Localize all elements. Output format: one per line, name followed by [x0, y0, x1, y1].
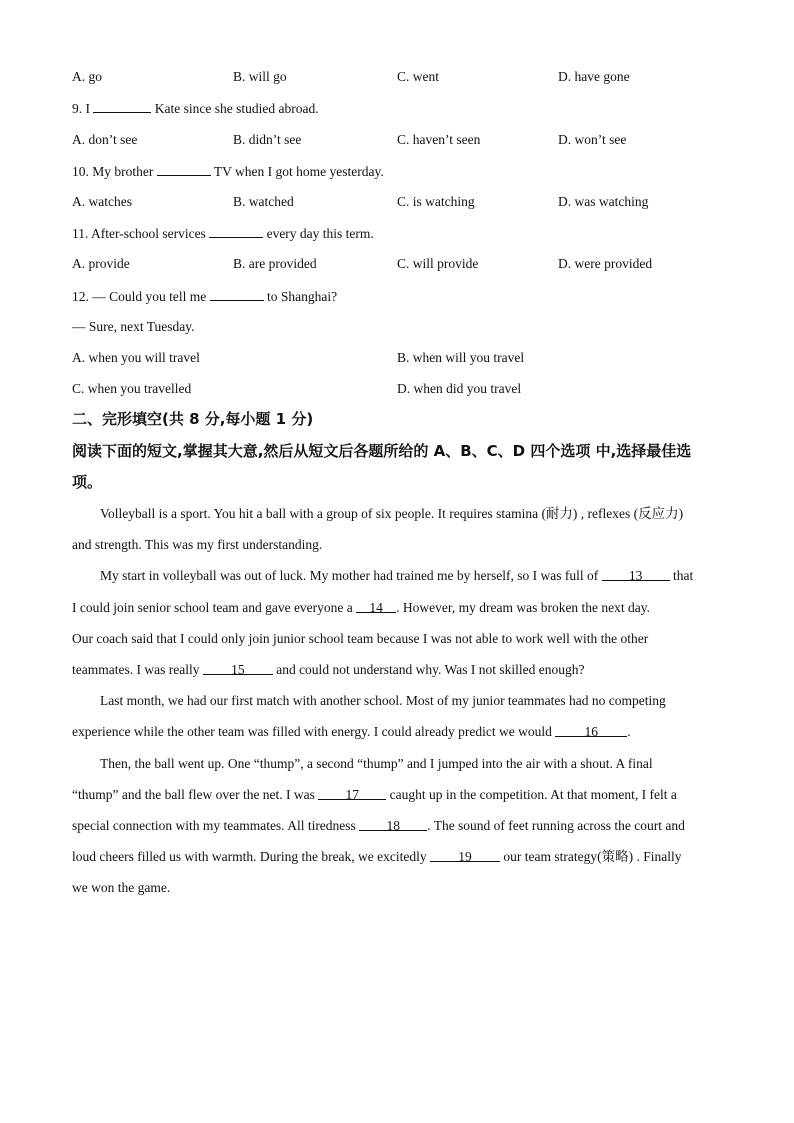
passage-line-9: Then, the ball went up. One “thump”, a second “thump” and I jumped into the air with a shout. A final: [100, 756, 653, 771]
passage-line-11-text: special connection with my teammates. All tiredness: [72, 818, 356, 833]
q11-option-b: B. are provided: [233, 256, 317, 271]
q10-option-a: A. watches: [72, 194, 132, 209]
passage-line-6-text: teammates. I was really: [72, 662, 200, 677]
passage-line-10-text: “thump” and the ball flew over the net. I was: [72, 787, 315, 802]
blank-16: 16: [555, 723, 627, 737]
q10-option-c: C. is watching: [397, 194, 475, 209]
passage-line-6-end: and could not understand why. Was I not skilled enough?: [276, 662, 585, 677]
q11-option-a: A. provide: [72, 256, 130, 271]
blank-19: 19: [430, 848, 500, 862]
q10-option-d: D. was watching: [558, 194, 649, 209]
q12-reply: — Sure, next Tuesday.: [72, 319, 195, 334]
blank-13: 13: [602, 567, 670, 581]
q10-blank: [157, 162, 211, 176]
q9-option-d: D. won’t see: [558, 132, 627, 147]
passage-line-8: [72, 723, 631, 741]
passage-line-8-end: .: [627, 724, 631, 739]
q11-stem-before: 11. After-school services: [72, 226, 206, 241]
passage-line-3-text: My start in volleyball was out of luck. My mother had trained me by herself, so I was full of: [100, 568, 599, 583]
blank-18: 18: [359, 817, 427, 831]
blank-17: 17: [318, 786, 386, 800]
q10-option-b: B. watched: [233, 194, 294, 209]
q9-option-c: C. haven’t seen: [397, 132, 481, 147]
q11-option-c: C. will provide: [397, 256, 479, 271]
passage-line-12-text: loud cheers filled us with warmth. During the break, we excitedly: [72, 849, 427, 864]
blank-15: 15: [203, 661, 273, 675]
q9-option-a: A. don’t see: [72, 132, 138, 147]
q11-option-d: D. were provided: [558, 256, 653, 271]
q11-stem: [72, 224, 374, 243]
q9-option-b: B. didn’t see: [233, 132, 302, 147]
blank-14: 14: [356, 599, 396, 613]
q9-blank: [93, 99, 151, 113]
passage-line-7: Last month, we had our first match with another school. Most of my junior teammates had no competing: [100, 693, 666, 708]
passage-line-4-text: I could join senior school team and gave everyone a: [72, 600, 353, 615]
q12-stem: [72, 287, 337, 306]
q10-stem-after: TV when I got home yesterday.: [213, 164, 384, 179]
passage-line-6: [72, 661, 584, 679]
section2-instruction-line1: 阅读下面的短文,掌握其大意,然后从短文后各题所给的 A、B、C、D 四个选项 中,选择最佳选: [72, 442, 692, 460]
q10-stem-before: 10. My brother: [72, 164, 154, 179]
passage-line-13: we won the game.: [72, 880, 171, 895]
passage-line-10-end: caught up in the competition. At that moment, I felt a: [389, 787, 677, 802]
q8-option-a: A. go: [72, 69, 102, 84]
q12-stem-before: 12. — Could you tell me: [72, 289, 207, 304]
passage-line-8-text: experience while the other team was filled with energy. I could already predict we would: [72, 724, 552, 739]
section2-instruction-line2: 项。: [72, 473, 103, 491]
q8-option-d: D. have gone: [558, 69, 630, 84]
passage-line-12-end: our team strategy(策略) . Finally: [503, 849, 682, 864]
passage-line-3: [100, 567, 693, 585]
q9-stem-before: 9. I: [72, 101, 90, 116]
passage-line-4-end: . However, my dream was broken the next day.: [396, 600, 651, 615]
passage-line-5: Our coach said that I could only join junior school team because I was not able to work well with the other: [72, 631, 649, 646]
q11-blank: [209, 224, 263, 238]
passage-line-3-end: that: [673, 568, 694, 583]
q8-option-b: B. will go: [233, 69, 287, 84]
q12-option-d: D. when did you travel: [397, 381, 522, 396]
passage-line-11: [72, 817, 685, 835]
q12-option-b: B. when will you travel: [397, 350, 525, 365]
passage-line-11-end: . The sound of feet running across the court and: [427, 818, 685, 833]
passage-line-12: [72, 848, 682, 866]
q12-stem-after: to Shanghai?: [267, 289, 338, 304]
section2-title: 二、完形填空(共 8 分,每小题 1 分): [72, 410, 314, 428]
passage-line-1: Volleyball is a sport. You hit a ball with a group of six people. It requires stamina (耐力) , reflexes (反应力): [100, 506, 684, 521]
q12-option-a: A. when you will travel: [72, 350, 200, 365]
q8-option-c: C. went: [397, 69, 439, 84]
passage-line-10: [72, 786, 677, 804]
passage-line-2: and strength. This was my first understanding.: [72, 537, 323, 552]
passage-line-4: [72, 599, 650, 617]
q11-stem-after: every day this term.: [266, 226, 374, 241]
q12-option-c: C. when you travelled: [72, 381, 192, 396]
q10-stem: [72, 162, 384, 181]
q9-stem: [72, 99, 319, 118]
q9-stem-after: Kate since she studied abroad.: [154, 101, 319, 116]
q12-blank: [210, 287, 264, 301]
